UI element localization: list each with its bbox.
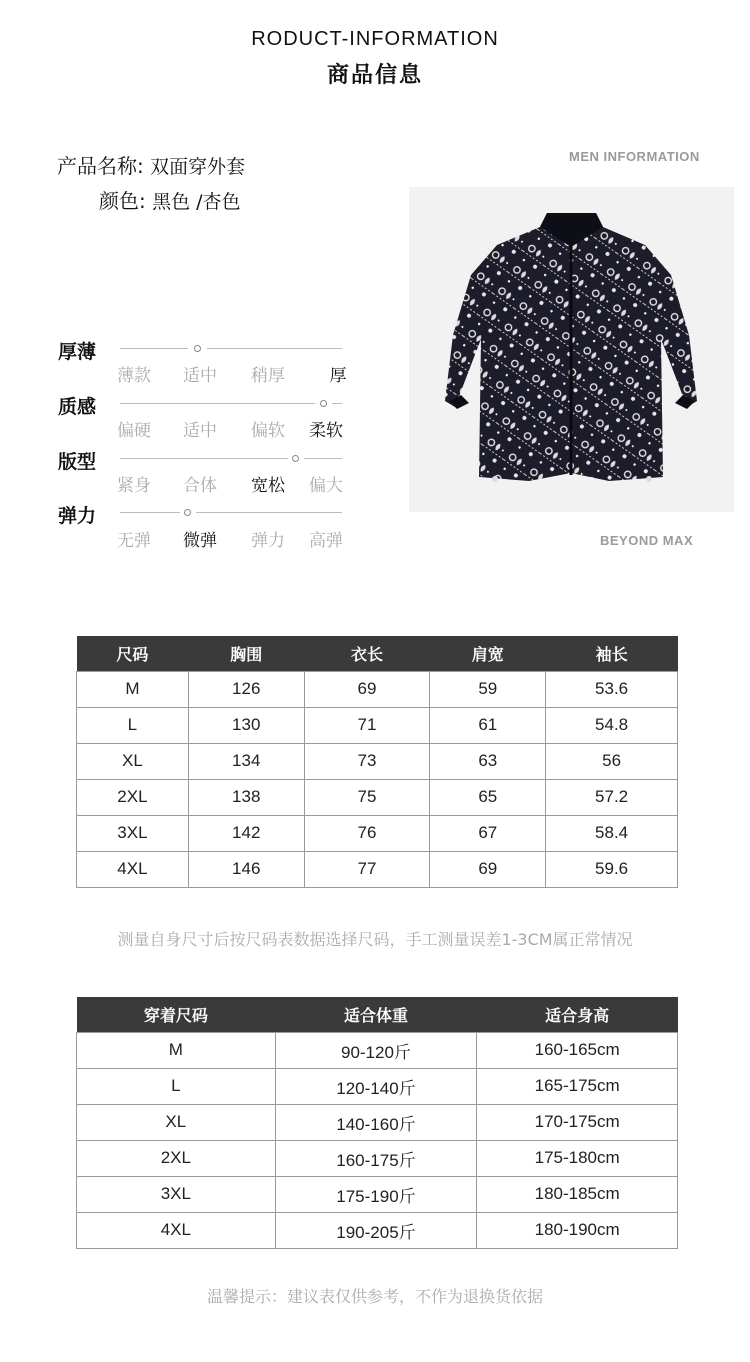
table-cell: L <box>77 707 189 743</box>
table-row <box>77 851 678 887</box>
table-cell: 58.4 <box>546 815 678 851</box>
attr-fit-option: 偏大 <box>309 476 343 496</box>
men-information-tag: MEN INFORMATION <box>569 149 700 164</box>
attr-thickness-option: 适中 <box>183 366 217 386</box>
product-color-label: 颜色: <box>99 189 146 213</box>
table-cell: 59.6 <box>546 851 678 887</box>
product-photo <box>409 187 734 512</box>
size-table <box>76 636 678 888</box>
attr-thickness-title: 厚薄 <box>58 341 97 363</box>
table-cell: 142 <box>188 815 304 851</box>
product-name-value: 双面穿外套 <box>150 156 246 178</box>
footer-tip-note: 温馨提示：建议表仅供参考，不作为退换货依据 <box>206 1287 543 1306</box>
table-cell: 4XL <box>77 851 189 887</box>
attr-fit-option: 紧身 <box>117 476 151 496</box>
size-measure-note: 测量自身尺寸后按尺码表数据选择尺码，手工测量误差1-3CM属正常情况 <box>117 930 633 949</box>
attr-texture-option: 适中 <box>183 421 217 441</box>
fit-table-header-cell: 适合身高 <box>477 997 678 1032</box>
table-cell: 138 <box>188 779 304 815</box>
table-row <box>77 707 678 743</box>
fit-table <box>76 997 678 1249</box>
table-cell: 126 <box>188 671 304 707</box>
product-name-row <box>57 150 245 179</box>
table-cell: 77 <box>304 851 430 887</box>
table-cell: 190-205斤 <box>275 1212 477 1248</box>
table-row <box>77 671 678 707</box>
table-cell: 57.2 <box>546 779 678 815</box>
table-cell: 56 <box>546 743 678 779</box>
table-cell: M <box>77 1032 276 1068</box>
table-cell: 61 <box>430 707 546 743</box>
table-cell: 2XL <box>77 1140 276 1176</box>
size-table-header-cell: 尺码 <box>77 636 189 671</box>
table-cell: 53.6 <box>546 671 678 707</box>
attr-elasticity-option-selected: 微弹 <box>183 531 217 551</box>
table-cell: 2XL <box>77 779 189 815</box>
attr-thickness-option: 稍厚 <box>251 366 285 386</box>
table-cell: L <box>77 1068 276 1104</box>
table-cell: 140-160斤 <box>275 1104 477 1140</box>
table-cell: 63 <box>430 743 546 779</box>
table-cell: 180-185cm <box>477 1176 678 1212</box>
attr-texture-option-selected: 柔软 <box>309 421 343 441</box>
size-table-header-cell: 衣长 <box>304 636 430 671</box>
product-color-value: 黑色 /杏色 <box>152 191 241 213</box>
attr-thickness-option: 薄款 <box>117 366 151 386</box>
attr-texture-title: 质感 <box>58 396 97 418</box>
fit-table-header-cell: 适合体重 <box>275 997 477 1032</box>
attr-elasticity-title: 弹力 <box>58 505 97 527</box>
table-cell: M <box>77 671 189 707</box>
attr-elasticity-option: 弹力 <box>251 531 285 551</box>
table-row <box>77 1212 678 1248</box>
table-cell: 175-180cm <box>477 1140 678 1176</box>
attr-texture-option: 偏硬 <box>117 421 151 441</box>
table-cell: 4XL <box>77 1212 276 1248</box>
attr-elasticity-dot <box>184 509 191 516</box>
attr-fit-dot <box>292 455 299 462</box>
attr-elasticity-line <box>196 512 342 513</box>
size-table-header-cell: 袖长 <box>546 636 678 671</box>
table-cell: XL <box>77 1104 276 1140</box>
attr-fit-option-selected: 宽松 <box>251 476 285 496</box>
table-row <box>77 743 678 779</box>
table-cell: 175-190斤 <box>275 1176 477 1212</box>
beyond-max-tag: BEYOND MAX <box>600 533 694 548</box>
size-table-header-cell: 胸围 <box>188 636 304 671</box>
table-cell: 59 <box>430 671 546 707</box>
attr-elasticity-option: 无弹 <box>117 531 151 551</box>
table-cell: 65 <box>430 779 546 815</box>
attr-fit-title: 版型 <box>58 451 97 473</box>
fit-table-header <box>77 997 678 1032</box>
attr-fit-line <box>304 458 342 459</box>
attr-elasticity-option: 高弹 <box>309 531 343 551</box>
attr-texture-option: 偏软 <box>251 421 285 441</box>
table-cell: 75 <box>304 779 430 815</box>
table-cell: 120-140斤 <box>275 1068 477 1104</box>
table-cell: 160-165cm <box>477 1032 678 1068</box>
table-row <box>77 1140 678 1176</box>
table-cell: 69 <box>430 851 546 887</box>
table-row <box>77 1032 678 1068</box>
table-cell: XL <box>77 743 189 779</box>
header-title-cn: 商品信息 <box>326 63 423 88</box>
table-cell: 73 <box>304 743 430 779</box>
table-row <box>77 815 678 851</box>
table-cell: 130 <box>188 707 304 743</box>
table-row <box>77 1104 678 1140</box>
table-cell: 160-175斤 <box>275 1140 477 1176</box>
product-color-row <box>99 185 241 214</box>
table-cell: 67 <box>430 815 546 851</box>
table-cell: 54.8 <box>546 707 678 743</box>
table-cell: 90-120斤 <box>275 1032 477 1068</box>
attr-texture-line <box>332 403 342 404</box>
header-title-en: RODUCT-INFORMATION <box>251 28 499 50</box>
table-cell: 170-175cm <box>477 1104 678 1140</box>
attr-texture-line <box>120 403 315 404</box>
fit-table-header-cell: 穿着尺码 <box>77 997 276 1032</box>
jacket-image <box>409 187 734 512</box>
attr-thickness-line <box>120 348 188 349</box>
attr-fit-option: 合体 <box>183 476 217 496</box>
size-table-header-cell: 肩宽 <box>430 636 546 671</box>
product-name-label: 产品名称: <box>57 154 144 178</box>
table-cell: 134 <box>188 743 304 779</box>
attr-texture-dot <box>320 400 327 407</box>
attr-thickness-dot <box>194 345 201 352</box>
attr-fit-line <box>120 458 288 459</box>
table-cell: 3XL <box>77 815 189 851</box>
table-cell: 146 <box>188 851 304 887</box>
table-cell: 3XL <box>77 1176 276 1212</box>
attr-thickness-line <box>207 348 342 349</box>
table-row <box>77 1068 678 1104</box>
table-row <box>77 1176 678 1212</box>
attr-elasticity-line <box>120 512 180 513</box>
table-cell: 76 <box>304 815 430 851</box>
table-cell: 165-175cm <box>477 1068 678 1104</box>
attr-thickness-option-selected: 厚 <box>329 366 347 386</box>
table-cell: 69 <box>304 671 430 707</box>
table-row <box>77 779 678 815</box>
size-table-header <box>77 636 678 671</box>
table-cell: 180-190cm <box>477 1212 678 1248</box>
table-cell: 71 <box>304 707 430 743</box>
